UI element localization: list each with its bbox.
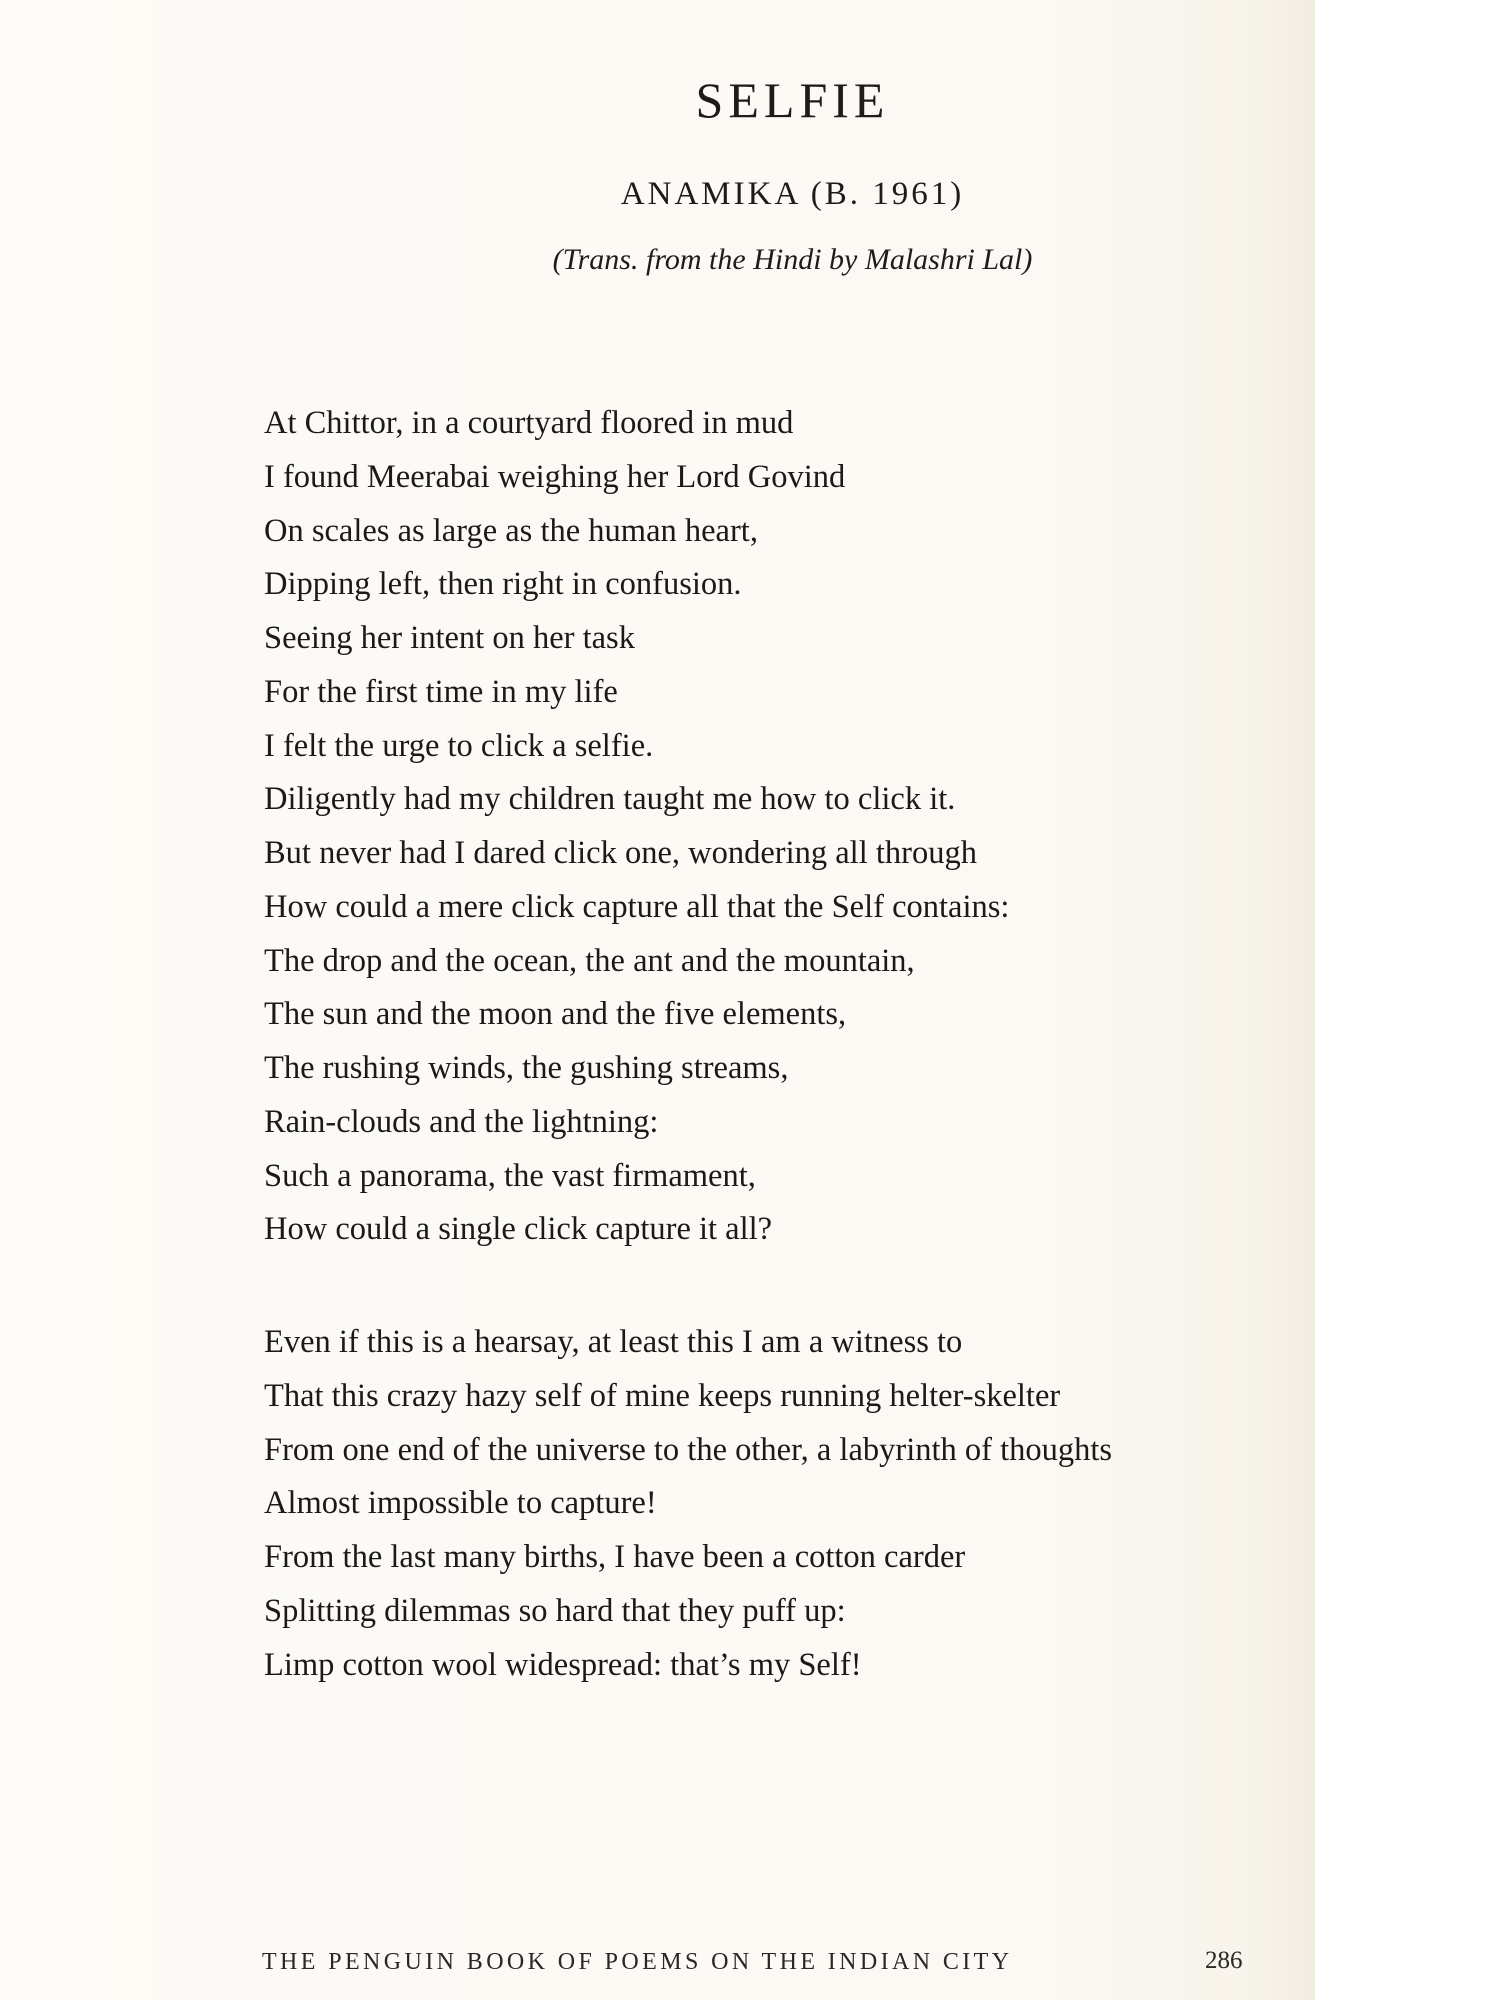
poem-title: SELFIE [695, 72, 890, 128]
page-margin [1315, 0, 1500, 2000]
poem-line: The drop and the ocean, the ant and the mountain, [264, 942, 915, 979]
poem-line: How could a mere click capture all that the Self contains: [264, 888, 1010, 925]
translation-note: (Trans. from the Hindi by Malashri Lal) [552, 243, 1033, 276]
poem-line: Such a panorama, the vast firmament, [264, 1157, 756, 1194]
poem-line: I found Meerabai weighing her Lord Govind [264, 458, 846, 495]
poem-line: The rushing winds, the gushing streams, [264, 1050, 789, 1086]
poem-line: Diligently had my children taught me how to click it. [264, 781, 956, 818]
poem-line: At Chittor, in a courtyard floored in mud [264, 405, 794, 441]
stanza-2 [264, 1316, 1112, 1692]
poem-line: Limp cotton wool widespread: that’s my Self! [264, 1646, 862, 1683]
poem-line: I felt the urge to click a selfie. [264, 727, 654, 764]
poem-line: Dipping left, then right in confusion. [264, 566, 742, 603]
poem-line: How could a single click capture it all? [264, 1211, 773, 1248]
poem-line: Seeing her intent on her task [264, 620, 635, 656]
stanza-1 [264, 397, 1009, 1257]
poem-line: From the last many births, I have been a cotton carder [264, 1539, 966, 1575]
poem-line: Splitting dilemmas so hard that they puff up: [264, 1592, 846, 1629]
poem-line: From one end of the universe to the other, a labyrinth of thoughts [264, 1431, 1113, 1468]
page-number: 286 [1205, 1947, 1243, 1974]
poem-line: Even if this is a hearsay, at least this I am a witness to [264, 1324, 963, 1360]
poem-line: On scales as large as the human heart, [264, 512, 758, 549]
poem-line: But never had I dared click one, wondering all through [264, 835, 977, 871]
poem-line: Rain-clouds and the lightning: [264, 1103, 659, 1140]
poem-author: ANAMIKA (B. 1961) [620, 176, 965, 212]
running-footer: THE PENGUIN BOOK OF POEMS ON THE INDIAN CITY [262, 1949, 1013, 1975]
poem-line: For the first time in my life [264, 673, 618, 710]
poem-line: Almost impossible to capture! [264, 1485, 657, 1522]
poem-line: That this crazy hazy self of mine keeps running helter-skelter [264, 1377, 1061, 1414]
poem-line: The sun and the moon and the five elements, [264, 996, 847, 1033]
